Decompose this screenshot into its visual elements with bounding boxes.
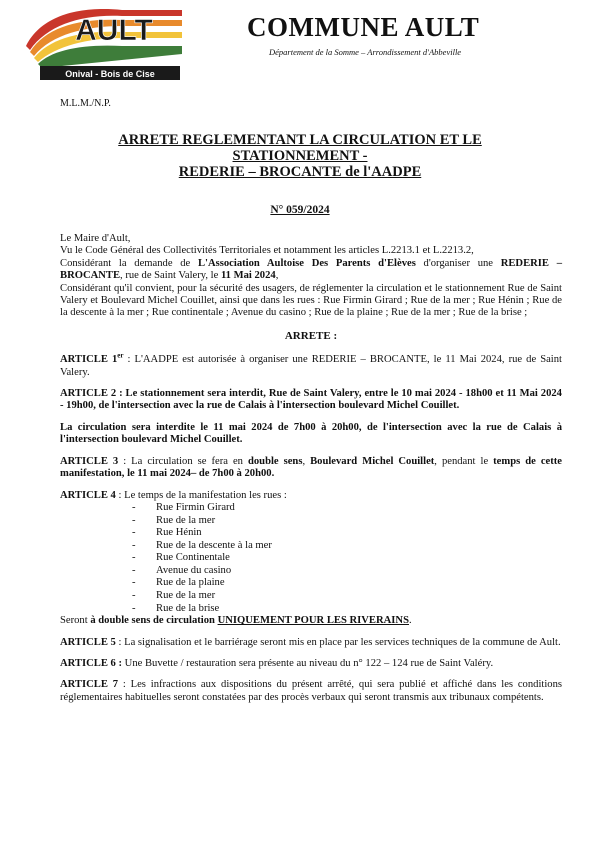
article-4-riverains: UNIQUEMENT POUR LES RIVERAINS <box>217 615 409 627</box>
logo-tagline: Onival - Bois de Cise <box>65 69 155 79</box>
article-5 <box>60 637 562 649</box>
article-2-label: ARTICLE 2 : <box>60 388 123 400</box>
list-item: - Rue Firmin Girard <box>132 501 235 513</box>
article-3-label: ARTICLE 3 <box>60 455 119 467</box>
article-1 <box>60 351 562 379</box>
reference-code: M.L.M./N.P. <box>60 98 111 109</box>
list-item: - Rue de la mer <box>132 514 216 526</box>
article-2-text: Le stationnement sera interdit, Rue de Saint Valery, entre le 10 mai 2024 - 18h00 et 11 Mai 2024 - 19h00, de l'intersection avec la rue de Calais à l'intersection boulevard Michel Couillet. <box>60 388 562 412</box>
article-3-text: : La circulation se fera en <box>118 455 248 467</box>
title-line-1: ARRETE REGLEMENTANT LA CIRCULATION ET LE <box>118 132 482 148</box>
commune-title: COMMUNE AULT <box>247 12 480 42</box>
article-1-label <box>60 351 124 366</box>
logo-text: AULT <box>75 14 153 47</box>
article-6 <box>60 658 562 670</box>
department-line: Département de la Somme – Arrondissement d'Abbeville <box>269 47 462 57</box>
considerant-1-text-2: d'organiser une <box>415 257 501 269</box>
article-7 <box>60 679 562 704</box>
title-line-2: STATIONNEMENT - <box>232 148 368 164</box>
street-name: Rue de la mer <box>156 590 216 602</box>
association-name: L'Association Aultoise Des Parents d'Elèves <box>197 257 416 269</box>
document-body <box>60 233 562 704</box>
article-4-end-dot: . <box>408 615 412 627</box>
ault-logo <box>22 6 182 86</box>
event-date: 11 Mai 2024 <box>220 270 276 282</box>
arrete-heading: ARRETE : <box>284 329 338 342</box>
street-name: Rue Firmin Girard <box>156 501 235 513</box>
event-name: REDERIE – BROCANTE <box>60 257 563 282</box>
street-name: Rue Continentale <box>156 552 230 564</box>
street-name: Rue Hénin <box>156 527 202 539</box>
article-7-label: ARTICLE 7 <box>60 679 119 691</box>
considerant-1 <box>60 258 562 283</box>
article-6-text: Une Buvette / restauration sera présente au niveau du n° 122 – 124 rue de Saint Valéry. <box>122 658 494 670</box>
list-item: - Rue de la brise <box>132 602 220 614</box>
ault-logo-graphic <box>22 6 182 86</box>
article-1-sup: er <box>117 351 124 360</box>
article-2-circulation <box>60 422 562 447</box>
article-7-text: : Les infractions aux dispositions du présent arrêté, qui sera publié et affiché dans les conditions réglementaires habituelles seront constatées par des procès verbaux qui seront transmis aux tribunaux compétents. <box>60 679 562 703</box>
article-4 <box>60 490 562 502</box>
article-5-label: ARTICLE 5 <box>60 636 116 648</box>
considerant-1-text: Considérant la demande de <box>60 257 198 269</box>
list-item: - Rue Continentale <box>132 552 230 564</box>
article-3-bold-2: Boulevard Michel Couillet <box>310 455 435 467</box>
article-4-label: ARTICLE 4 <box>60 489 116 501</box>
arrete-number: N° 059/2024 <box>270 204 330 216</box>
considerant-2: Considérant qu'il convient, pour la sécurité des usagers, de réglementer la circulation et le stationnement Rue de Saint Valery et Boulevard Michel Couillet, ainsi que dans les rues : Rue Firmin Girard ; Rue de la mer ; Rue Hénin ; Rue de la descente à la mer ; Rue continentale ; Avenue du casino ; Rue de la plaine ; Rue de la mer ; Rue de la brise ; <box>60 282 562 319</box>
article-4-end <box>60 615 562 627</box>
article-1-text: : L'AADPE est autorisée à organiser une REDERIE – BROCANTE, le 11 Mai 2024, rue de Saint Valery. <box>60 354 562 378</box>
maire-line: Le Maire d'Ault, <box>60 233 131 244</box>
street-list <box>60 502 562 615</box>
article-5-text: : La signalisation et le barriérage seront mis en place par les services techniques de la commune de Ault. <box>115 636 561 648</box>
list-item: - Rue de la descente à la mer <box>132 539 272 551</box>
article-3-text-2: , pendant le <box>434 455 494 467</box>
vu-line: Vu le Code Général des Collectivités Territoriales et notamment les articles L.2213.1 et L.2213.2, <box>60 245 474 257</box>
article-4-end-text: Seront <box>60 615 91 627</box>
article-3-bold-3: temps de cette manifestation, le 11 mai 2024– de 7h00 à 20h00. <box>60 455 562 480</box>
title-line-3: REDERIE – BROCANTE de l'AADPE <box>178 164 422 180</box>
article-3-sep: , <box>302 455 311 467</box>
article-2 <box>60 388 562 413</box>
street-name: Avenue du casino <box>156 564 232 576</box>
street-name: Rue de la brise <box>156 602 220 614</box>
arrete-title <box>60 132 540 180</box>
list-item: - Rue Hénin <box>132 527 202 539</box>
list-item: - Avenue du casino <box>132 564 232 576</box>
list-item: - Rue de la plaine <box>132 577 225 589</box>
article-3 <box>60 456 562 481</box>
article-4-end-bold: à double sens de circulation <box>90 615 215 627</box>
article-3-bold-1: double sens <box>247 455 303 467</box>
article-1-label-text: ARTICLE 1 <box>60 354 118 366</box>
list-item: - Rue de la mer <box>132 590 216 602</box>
street-name: Rue de la mer <box>156 514 216 526</box>
article-6-label: ARTICLE 6 : <box>60 658 123 670</box>
article-2-text-2: La circulation sera interdite le 11 mai 2024 de 7h00 à 20h00, de l'intersection avec la rue de Calais à l'intersection boulevard Michel Couillet. <box>60 421 562 446</box>
considerant-1-text-3: , rue de Saint Valery, le <box>120 270 221 282</box>
street-name: Rue de la plaine <box>156 577 225 589</box>
street-name: Rue de la descente à la mer <box>156 539 272 551</box>
considerant-1-text-4: , <box>275 270 279 282</box>
article-4-text: : Le temps de la manifestation les rues : <box>115 489 287 501</box>
